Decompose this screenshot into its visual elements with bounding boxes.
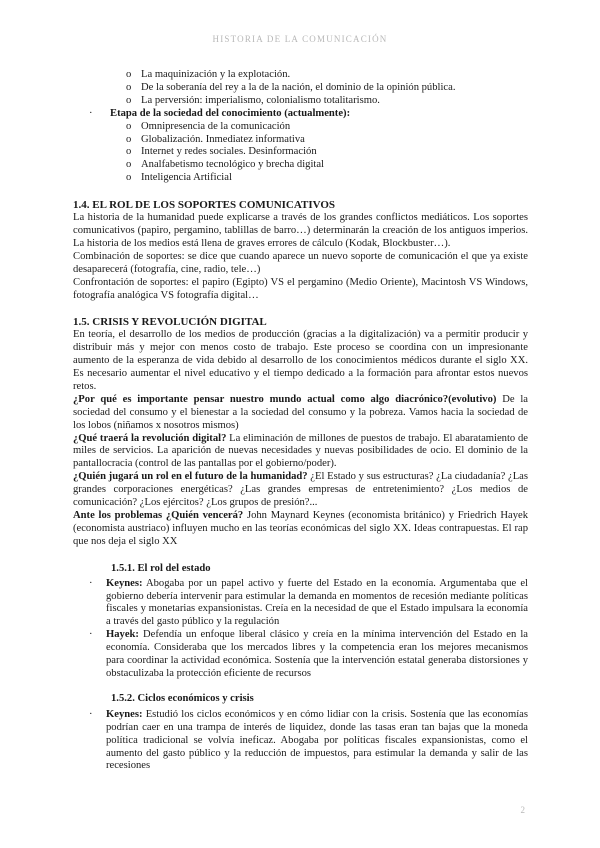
state-role-list: [73, 578, 528, 681]
sublist-knowledge-society: [73, 121, 528, 186]
stage-heading: · Etapa de la sociedad del conocimiento (actualmente):: [89, 107, 351, 119]
question-paragraph: Ante los problemas ¿Quién vencerá? John Maynard Keynes (economista británico) y Friedrich Hayek (economista austriaco) influyen mucho en las teorías económicas del siglo XX. Ideas contrapuestas. El rap que nos deja el siglo XX: [73, 510, 529, 547]
list-item: o Globalización. Inmediatez informativa: [126, 133, 305, 145]
section-heading-1-4: 1.4. EL ROL DE LOS SOPORTES COMUNICATIVOS: [73, 199, 336, 212]
list-item: · Keynes: Estudió los ciclos económicos y en cómo lidiar con la crisis. Sostenía que las economías podrían caer en una trampa de interés de liquidez, donde las tasas eran tan bajas que la moneda política tradicional se volvía ineficaz. Abogaba por políticas fiscales expansionistas, como el aumento del gasto público y la reducción de impuestos, para estimular la demanda y salir de las recesiones: [89, 708, 528, 772]
circle-bullet-icon: o: [126, 172, 132, 184]
circle-bullet-icon: o: [126, 120, 132, 132]
dash-bullet-icon: ·: [89, 577, 93, 589]
circle-bullet-icon: o: [126, 133, 132, 145]
list-item: o Internet y redes sociales. Desinformación: [126, 146, 317, 158]
dash-bullet-icon: ·: [89, 629, 93, 641]
paragraph: Combinación de soportes: se dice que cuando aparece un nuevo soporte de comunicación el que ya existe desaparecerá (fotografía, cine, radio, tele…): [73, 250, 528, 275]
list-item: o Inteligencia Artificial: [126, 172, 232, 184]
page-header: HISTORIA DE LA COMUNICACIÓN: [212, 34, 388, 44]
list-item: o La perversión: imperialismo, colonialismo totalitarismo.: [126, 94, 380, 106]
subsection-heading-1-5-1: 1.5.1. El rol del estado: [111, 562, 211, 574]
circle-bullet-icon: o: [126, 94, 132, 106]
dash-bullet-icon: ·: [89, 107, 93, 119]
list-item: · Keynes: Abogaba por un papel activo y fuerte del Estado en la economía. Argumentaba que el gobierno debería intervenir para estimular la demanda en momentos de recesión mediante políticas fiscales y monetarias expansionistas. Creía en la necesidad de que el Estado impulsara la economía a través del gasto público y la regulación: [89, 577, 528, 628]
list-item: o Omnipresencia de la comunicación: [126, 120, 291, 132]
paragraph: En teoría, el desarrollo de los medios de producción (gracias a la digitalización) va a permitir producir y distribuir más y mejor con menos costo de trabajo. Este proceso se coordina con un impresionante aumento de la esperanza de vida debido al desarrollo de los conocimientos médicos durante el siglo XX. Es necesario aumentar el nivel educativo y el tiempo dedicado a la formación para afrontar estos nuevos retos.: [73, 329, 528, 392]
circle-bullet-icon: o: [126, 69, 132, 80]
subsection-heading-1-5-2: 1.5.2. Ciclos económicos y crisis: [111, 692, 254, 704]
list-item: o La maquinización y la explotación.: [126, 69, 291, 80]
sublist-industrial: [73, 69, 528, 108]
dash-bullet-icon: ·: [89, 708, 93, 720]
circle-bullet-icon: o: [126, 159, 132, 171]
question-paragraph: ¿Por qué es importante pensar nuestro mundo actual como algo diacrónico?(evolutivo) De la sociedad del consumo y el bienestar a la sociedad del consumo y la pobreza. Vamos hacia la sociedad de los lobos (niñamos x nosotros mismos): [73, 393, 528, 431]
question-paragraph: ¿Qué traerá la revolución digital? La eliminación de millones de puestos de trabajo. El abaratamiento de miles de servicios. La aparición de nuevas necesidades y nuevas posibilidades de ocio. El dominio de la pantallocracia (control de las pantallas por el gobierno/poder).: [73, 432, 528, 470]
paragraph: La historia de la humanidad puede explicarse a través de los grandes conflictos mediáticos. Los soportes comunicativos (papiro, pergamino, tablillas de barro…) determinarán la creación de los antiguos imperios. La historia de los medios está llena de graves errores de cálculo (Kodak, Blockbuster…).: [73, 212, 528, 249]
page-number: 2: [520, 805, 525, 815]
circle-bullet-icon: o: [126, 146, 132, 158]
list-item: · Hayek: Defendía un enfoque liberal clásico y creía en la mínima intervención del Estado en la economía. Consideraba que los mercados libres y la competencia eran los mejores mecanismos para coordinar la actividad económica. Sostenía que la intervención estatal generaba distorsiones y obstaculizaba la protección eficiente de recursos: [89, 629, 528, 679]
circle-bullet-icon: o: [126, 81, 132, 93]
list-item: o Analfabetismo tecnológico y brecha digital: [126, 159, 324, 171]
question-paragraph: ¿Quién jugará un rol en el futuro de la humanidad? ¿El Estado y sus estructuras? ¿La ciudadanía? ¿Las grandes corporaciones energéticas? ¿Las grandes empresas de entretenimiento? ¿Los medios de comunicación? ¿Los ejércitos? ¿Los grupos de presión?...: [73, 471, 528, 509]
section-heading-1-5: 1.5. CRISIS Y REVOLUCIÓN DIGITAL: [73, 316, 267, 329]
list-item: o De la soberanía del rey a la de la nación, el dominio de la opinión pública.: [126, 81, 456, 93]
document-body: [73, 69, 528, 773]
paragraph: Confrontación de soportes: el papiro (Egipto) VS el pergamino (Medio Oriente), Macintosh VS Windows, fotografía analógica VS fotografía digital…: [73, 276, 528, 301]
cycles-list: [73, 709, 528, 774]
